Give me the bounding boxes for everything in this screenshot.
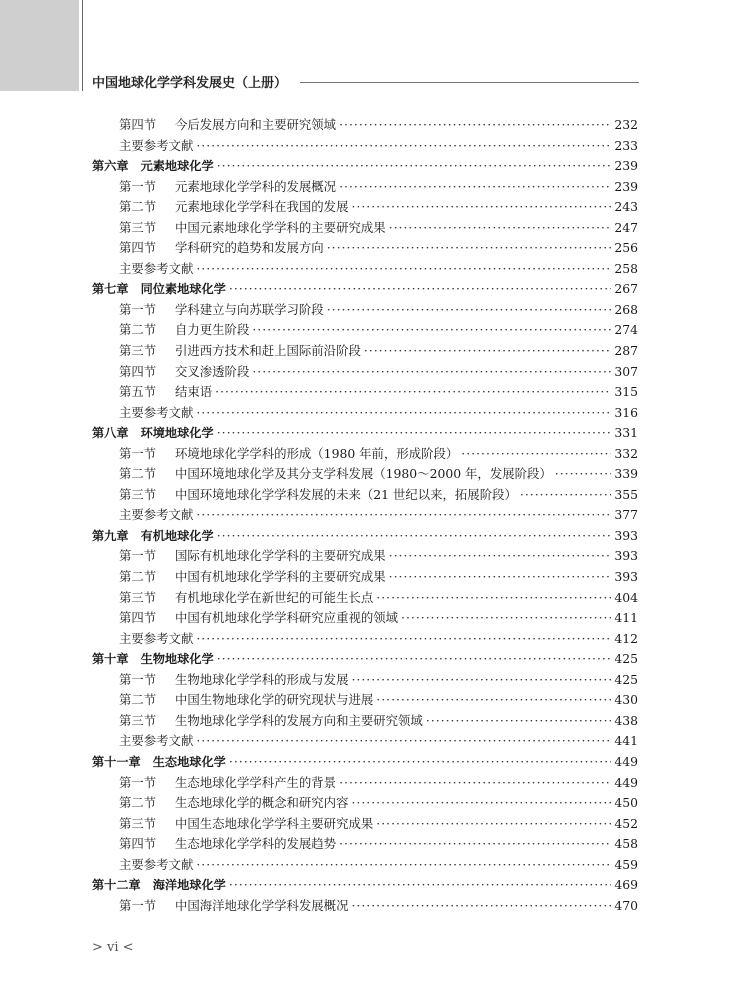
toc-dot-leader <box>252 362 611 383</box>
toc-entry-page: 256 <box>614 240 638 256</box>
toc-entry-title: 今后发展方向和主要研究领域 <box>175 117 337 132</box>
toc-entry-title: 有机地球化学 <box>140 528 214 543</box>
toc-entry-page: 459 <box>614 856 638 872</box>
toc-section-row[interactable] <box>92 464 638 485</box>
toc-entry-page: 332 <box>614 445 638 461</box>
toc-entry-page: 315 <box>614 384 638 400</box>
toc-entry-title: 环境地球化学学科的形成（1980 年前，形成阶段） <box>175 445 459 461</box>
toc-section-row[interactable] <box>92 238 638 259</box>
toc-entry-page: 339 <box>614 466 638 482</box>
toc-dot-leader <box>339 773 611 794</box>
toc-entry-title: 主要参考文献 <box>119 260 194 276</box>
toc-entry-title: 引进西方技术和赶上国际前沿阶段 <box>175 343 361 359</box>
toc-entry-page: 268 <box>614 301 638 317</box>
toc-entry-title: 交叉渗透阶段 <box>175 363 250 379</box>
toc-dot-leader <box>401 608 611 629</box>
toc-entry-number: 第十章 <box>92 652 129 667</box>
toc-dot-leader <box>229 752 611 773</box>
toc-section-row[interactable] <box>92 197 638 218</box>
toc-entry-title: 中国生物地球化学的研究现状与进展 <box>175 692 374 708</box>
toc-dot-leader <box>229 875 611 896</box>
toc-dot-leader <box>364 341 611 362</box>
toc-entry-title: 中国海洋地球化学学科发展概况 <box>175 897 349 913</box>
toc-entry-page: 449 <box>614 774 638 790</box>
toc-dot-leader <box>327 238 612 259</box>
toc-dot-leader <box>351 896 611 917</box>
toc-entry-page: 449 <box>614 753 638 769</box>
toc-entry-number: 第三节 <box>119 815 157 831</box>
toc-section-row[interactable] <box>92 588 638 609</box>
toc-entry-number: 第二节 <box>119 322 157 338</box>
toc-section-row[interactable] <box>92 731 638 752</box>
toc-entry-page: 287 <box>614 343 638 359</box>
header-rule <box>300 82 639 83</box>
toc-entry-title: 主要参考文献 <box>119 137 194 153</box>
toc-section-row[interactable] <box>92 341 638 362</box>
toc-entry-page: 239 <box>614 158 638 174</box>
toc-entry-title: 中国有机地球化学学科研究应重视的领域 <box>175 610 399 626</box>
toc-entry-title: 生态地球化学学科产生的背景 <box>175 774 337 790</box>
toc-dot-leader <box>217 423 612 444</box>
toc-section-row[interactable] <box>92 177 638 198</box>
toc-section-row[interactable] <box>92 711 638 732</box>
toc-dot-leader <box>461 444 611 465</box>
toc-entry-page: 452 <box>614 815 638 831</box>
toc-entry-title: 主要参考文献 <box>119 507 194 523</box>
toc-dot-leader <box>196 731 611 752</box>
toc-entry-number: 第四节 <box>119 240 157 256</box>
toc-entry-title: 学科建立与向苏联学习阶段 <box>175 301 324 317</box>
toc-entry-title: 生物地球化学学科的发展方向和主要研究领域 <box>175 712 423 728</box>
toc-dot-leader <box>196 403 611 424</box>
toc-chapter-row[interactable] <box>92 279 638 300</box>
toc-entry-page: 355 <box>614 486 638 502</box>
toc-section-row[interactable] <box>92 773 638 794</box>
toc-dot-leader <box>217 156 612 177</box>
toc-entry-title: 主要参考文献 <box>119 404 194 420</box>
toc-entry-number: 第三节 <box>119 486 157 502</box>
toc-entry-page: 425 <box>614 651 638 667</box>
toc-section-row[interactable] <box>92 608 638 629</box>
toc-entry-number: 第二节 <box>119 569 157 585</box>
toc-section-row[interactable] <box>92 259 638 280</box>
toc-entry-page: 331 <box>614 425 638 441</box>
toc-entry-page: 404 <box>614 589 638 605</box>
toc-chapter-row[interactable] <box>92 423 638 444</box>
toc-dot-leader <box>196 136 611 157</box>
toc-dot-leader <box>339 177 611 198</box>
toc-entry-number: 第二节 <box>119 466 157 482</box>
toc-entry-number: 第四节 <box>119 610 157 626</box>
toc-entry-title: 中国有机地球化学学科的主要研究成果 <box>175 569 386 585</box>
toc-section-row[interactable] <box>92 567 638 588</box>
toc-section-row[interactable] <box>92 485 638 506</box>
book-title: 中国地球化学学科发展史（上册） <box>92 76 288 91</box>
toc-entry-number: 第二节 <box>119 795 157 811</box>
toc-dot-leader <box>339 834 611 855</box>
toc-section-row[interactable] <box>92 136 638 157</box>
page-number: > vi < <box>92 940 134 955</box>
toc-entry-title: 主要参考文献 <box>119 856 194 872</box>
toc-dot-leader <box>196 505 611 526</box>
toc-chapter-row[interactable] <box>92 526 638 547</box>
toc-chapter-row[interactable] <box>92 649 638 670</box>
toc-entry-page: 425 <box>614 671 638 687</box>
toc-dot-leader <box>196 855 611 876</box>
toc-entry-number: 第三节 <box>119 343 157 359</box>
toc-entry-number: 第十二章 <box>92 878 141 893</box>
toc-dot-leader <box>555 464 612 485</box>
toc-entry-title: 元素地球化学学科的发展概况 <box>175 178 337 194</box>
toc-entry-page: 438 <box>614 712 638 728</box>
toc-entry-page: 430 <box>614 692 638 708</box>
toc-entry-title: 主要参考文献 <box>119 630 194 646</box>
toc-entry-title: 元素地球化学 <box>140 159 214 174</box>
toc-entry-title: 主要参考文献 <box>119 733 194 749</box>
toc-entry-page: 393 <box>614 527 638 543</box>
toc-section-row[interactable] <box>92 403 638 424</box>
toc-section-row[interactable] <box>92 834 638 855</box>
toc-section-row[interactable] <box>92 670 638 691</box>
toc-dot-leader <box>351 197 611 218</box>
toc-section-row[interactable] <box>92 896 638 917</box>
toc-dot-leader <box>389 567 612 588</box>
toc-entry-number: 第六章 <box>92 159 129 174</box>
toc-dot-leader <box>339 115 611 136</box>
toc-section-row[interactable] <box>92 793 638 814</box>
toc-section-row[interactable] <box>92 855 638 876</box>
toc-section-row[interactable] <box>92 690 638 711</box>
toc-section-row[interactable] <box>92 505 638 526</box>
toc-entry-number: 第一节 <box>119 445 157 461</box>
toc-dot-leader <box>217 649 612 670</box>
toc-entry-title: 生态地球化学 <box>152 754 226 769</box>
toc-entry-page: 232 <box>614 117 638 132</box>
toc-entry-page: 441 <box>614 733 638 749</box>
toc-entry-page: 274 <box>614 322 638 338</box>
toc-section-row[interactable] <box>92 546 638 567</box>
toc-entry-title: 中国元素地球化学学科的主要研究成果 <box>175 219 386 235</box>
toc-entry-title: 中国环境地球化学学科发展的未来（21 世纪以来，拓展阶段） <box>175 486 517 502</box>
toc-entry-number: 第三节 <box>119 712 157 728</box>
toc-entry-page: 458 <box>614 836 638 852</box>
toc-entry-number: 第三节 <box>119 589 157 605</box>
toc-entry-number: 第二节 <box>119 199 157 215</box>
toc-dot-leader <box>376 690 611 711</box>
toc-dot-leader <box>520 485 611 506</box>
toc-section-row[interactable] <box>92 300 638 321</box>
toc-entry-number: 第二节 <box>119 692 157 708</box>
toc-entry-title: 结束语 <box>175 384 213 400</box>
toc-dot-leader <box>426 711 612 732</box>
toc-section-row[interactable] <box>92 629 638 650</box>
toc-dot-leader <box>376 814 611 835</box>
toc-dot-leader <box>376 588 611 609</box>
toc-section-row[interactable] <box>92 115 638 136</box>
toc-chapter-row[interactable] <box>92 156 638 177</box>
toc-dot-leader <box>389 546 612 567</box>
toc-entry-page: 239 <box>614 178 638 194</box>
toc-dot-leader <box>252 320 611 341</box>
table-of-contents <box>92 115 638 916</box>
toc-dot-leader <box>389 218 612 239</box>
toc-entry-number: 第四节 <box>119 836 157 852</box>
toc-dot-leader <box>229 279 611 300</box>
toc-entry-number: 第九章 <box>92 528 129 543</box>
toc-section-row[interactable] <box>92 362 638 383</box>
toc-dot-leader <box>351 670 611 691</box>
toc-entry-number: 第五节 <box>119 384 157 400</box>
toc-entry-page: 470 <box>614 897 638 913</box>
toc-entry-page: 393 <box>614 569 638 585</box>
toc-entry-title: 国际有机地球化学学科的主要研究成果 <box>175 548 386 564</box>
toc-entry-title: 自力更生阶段 <box>175 322 250 338</box>
toc-entry-number: 第一节 <box>119 671 157 687</box>
toc-entry-title: 环境地球化学 <box>140 426 214 441</box>
toc-entry-page: 247 <box>614 219 638 235</box>
toc-entry-title: 生态地球化学学科的发展趋势 <box>175 836 337 852</box>
toc-entry-title: 有机地球化学在新世纪的可能生长点 <box>175 589 374 605</box>
toc-dot-leader <box>351 793 611 814</box>
corner-gray-block <box>0 0 79 91</box>
toc-entry-number: 第三节 <box>119 219 157 235</box>
toc-entry-title: 生物地球化学 <box>140 652 214 667</box>
toc-entry-title: 中国环境地球化学及其分支学科发展（1980～2000 年，发展阶段） <box>175 466 552 482</box>
toc-entry-number: 第七章 <box>92 282 129 297</box>
toc-entry-number: 第一节 <box>119 774 157 790</box>
toc-entry-page: 469 <box>614 877 638 893</box>
toc-entry-page: 411 <box>614 610 638 626</box>
toc-entry-title: 海洋地球化学 <box>152 878 226 893</box>
toc-entry-title: 生物地球化学学科的形成与发展 <box>175 671 349 687</box>
toc-section-row[interactable] <box>92 444 638 465</box>
toc-entry-number: 第八章 <box>92 426 129 441</box>
toc-entry-number: 第一节 <box>119 178 157 194</box>
toc-entry-page: 258 <box>614 260 638 276</box>
toc-entry-title: 学科研究的趋势和发展方向 <box>175 240 324 256</box>
toc-dot-leader <box>327 300 612 321</box>
toc-entry-page: 307 <box>614 363 638 379</box>
toc-chapter-row[interactable] <box>92 752 638 773</box>
toc-entry-page: 412 <box>614 630 638 646</box>
toc-dot-leader <box>196 259 611 280</box>
toc-entry-page: 267 <box>614 281 638 297</box>
header-vertical-rule <box>82 0 83 91</box>
toc-chapter-row[interactable] <box>92 875 638 896</box>
toc-entry-title: 中国生态地球化学学科主要研究成果 <box>175 815 374 831</box>
toc-entry-page: 450 <box>614 795 638 811</box>
toc-section-row[interactable] <box>92 382 638 403</box>
toc-entry-title: 元素地球化学学科在我国的发展 <box>175 199 349 215</box>
toc-entry-number: 第十一章 <box>92 754 141 769</box>
toc-dot-leader <box>215 382 611 403</box>
toc-entry-page: 243 <box>614 199 638 215</box>
toc-dot-leader <box>196 629 611 650</box>
toc-entry-page: 393 <box>614 548 638 564</box>
toc-entry-page: 233 <box>614 137 638 153</box>
toc-entry-number: 第一节 <box>119 301 157 317</box>
toc-section-row[interactable] <box>92 218 638 239</box>
toc-entry-page: 377 <box>614 507 638 523</box>
toc-entry-title: 生态地球化学的概念和研究内容 <box>175 795 349 811</box>
toc-entry-number: 第一节 <box>119 897 157 913</box>
toc-entry-title: 同位素地球化学 <box>140 282 226 297</box>
toc-entry-page: 316 <box>614 404 638 420</box>
toc-section-row[interactable] <box>92 814 638 835</box>
toc-entry-number: 第一节 <box>119 548 157 564</box>
toc-entry-number: 第四节 <box>119 117 157 132</box>
toc-entry-number: 第四节 <box>119 363 157 379</box>
toc-section-row[interactable] <box>92 320 638 341</box>
toc-dot-leader <box>217 526 612 547</box>
